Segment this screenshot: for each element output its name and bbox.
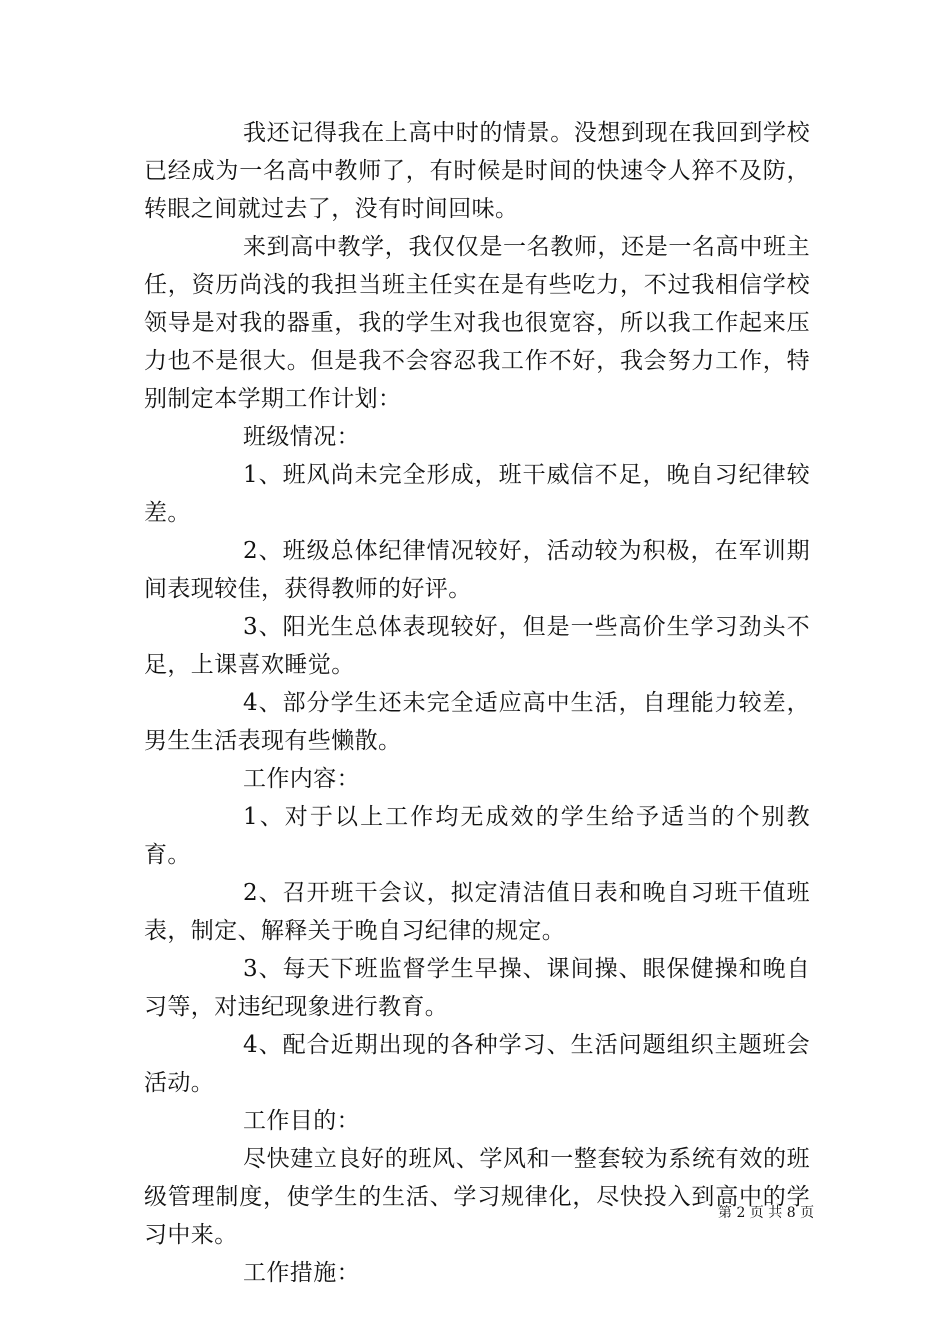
paragraph-intro: 我还记得我在上高中时的情景。没想到现在我回到学校已经成为一名高中教师了，有时候是时间的快速令人猝不及防，转眼之间就过去了，没有时间回味。 [144, 120, 810, 222]
content-item-2: 2、召开班干会议，拟定清洁值日表和晚自习班干值班表，制定、解释关于晚自习纪律的规定。 [144, 880, 810, 944]
situation-item-1: 1、班风尚未完全形成，班干威信不足，晚自习纪律较差。 [144, 462, 810, 526]
heading-work-goal: 工作目的： [243, 1108, 360, 1134]
document-body [144, 114, 810, 1292]
situation-item-2: 2、班级总体纪律情况较好，活动较为积极，在军训期间表现较佳，获得教师的好评。 [144, 538, 810, 602]
content-item-3: 3、每天下班监督学生早操、课间操、眼保健操和晚自习等，对违纪现象进行教育。 [144, 956, 810, 1020]
situation-item-4: 4、部分学生还未完全适应高中生活，自理能力较差，男生生活表现有些懒散。 [144, 690, 810, 754]
paragraph-background: 来到高中教学，我仅仅是一名教师，还是一名高中班主任，资历尚浅的我担当班主任实在是有些吃力，不过我相信学校领导是对我的器重，我的学生对我也很宽容，所以我工作起来压力也不是很大。但是我不会容忍我工作不好，我会努力工作，特别制定本学期工作计划： [144, 234, 810, 412]
paragraph-goal: 尽快建立良好的班风、学风和一整套较为系统有效的班级管理制度，使学生的生活、学习规律化，尽快投入到高中的学习中来。 [144, 1146, 810, 1248]
heading-work-content: 工作内容： [243, 766, 360, 792]
page-number: 第 2 页 共 8 页 [718, 1205, 815, 1221]
content-item-4: 4、配合近期出现的各种学习、生活问题组织主题班会活动。 [144, 1032, 810, 1096]
heading-class-situation: 班级情况： [243, 424, 360, 450]
heading-work-measures: 工作措施： [243, 1260, 360, 1286]
content-item-1: 1、对于以上工作均无成效的学生给予适当的个别教育。 [144, 804, 810, 868]
situation-item-3: 3、阳光生总体表现较好，但是一些高价生学习劲头不足，上课喜欢睡觉。 [144, 614, 810, 678]
